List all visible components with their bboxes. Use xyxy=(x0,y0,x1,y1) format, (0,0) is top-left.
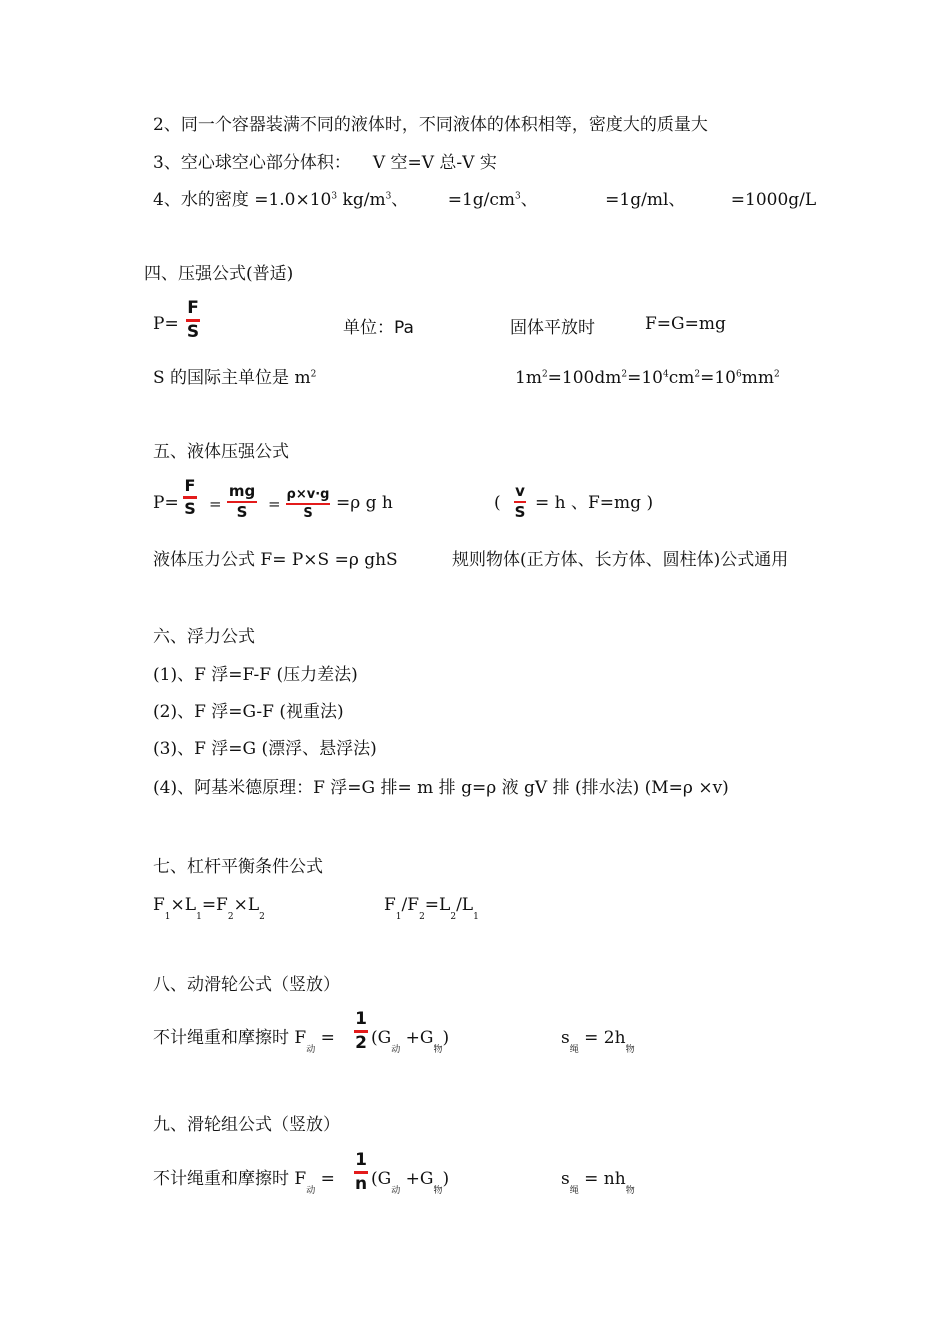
conv-part: =100dm xyxy=(547,368,622,388)
conv-part: mm xyxy=(741,368,774,388)
conv-part: =10 xyxy=(627,368,663,388)
sec7-title: 七、杠杆平衡条件公式 xyxy=(153,857,323,877)
exp: 2 xyxy=(694,369,701,380)
subscript: 物 xyxy=(625,1045,635,1055)
numerator: v xyxy=(515,482,525,500)
numerator: ρ×v·g xyxy=(286,487,330,502)
sec8-formula xyxy=(153,1028,335,1055)
exp: 3 xyxy=(515,191,521,202)
sec4-solid: 固体平放时 xyxy=(510,318,595,338)
term: F xyxy=(384,895,396,915)
buoyancy-item: (1)、F 浮=F-F (压力差法) xyxy=(153,665,358,685)
sec4-p: P= xyxy=(153,314,179,334)
sec5-liquid-force: 液体压力公式 F= P×S =ρ ghS xyxy=(153,550,398,570)
subscript: 1 xyxy=(164,912,171,922)
term: F xyxy=(153,895,165,915)
numerator: mg xyxy=(228,482,256,500)
sec8-distance xyxy=(561,1028,635,1055)
subscript: 2 xyxy=(419,912,425,922)
sec5-rule: 规则物体(正方体、长方体、圆柱体)公式通用 xyxy=(452,550,789,570)
term: s xyxy=(561,1028,570,1048)
subscript: 2 xyxy=(450,912,457,922)
subscript: 1 xyxy=(473,912,479,922)
exp: 2 xyxy=(310,369,317,380)
subscript: 动 xyxy=(306,1045,316,1055)
numerator: F xyxy=(184,476,196,495)
term: ×L xyxy=(233,895,260,915)
buoyancy-item: (4)、阿基米德原理：F 浮=G 排= m 排 g=ρ 液 gV 排 (排水法) (M=ρ ×v) xyxy=(153,778,729,798)
equals: = xyxy=(315,1028,335,1048)
term: ) xyxy=(442,1028,450,1048)
term: /L xyxy=(456,895,474,915)
buoyancy-item: (2)、F 浮=G-F (视重法) xyxy=(153,702,344,722)
numerator: 1 xyxy=(355,1150,367,1170)
term: =F xyxy=(201,895,228,915)
term: /F xyxy=(401,895,420,915)
line-2: 2、同一个容器装满不同的液体时，不同液体的体积相等，密度大的质量大 xyxy=(153,115,708,135)
term: ×L xyxy=(170,895,197,915)
lever-formula-2 xyxy=(384,895,479,922)
exp: 3 xyxy=(385,191,392,202)
sec9-sum xyxy=(371,1169,450,1196)
equals: = xyxy=(209,495,222,513)
exp: 3 xyxy=(331,191,338,202)
sec4-s-unit xyxy=(153,370,316,387)
line-4 xyxy=(153,192,816,209)
sec4-conversion xyxy=(515,370,780,387)
sec5-fraction-3 xyxy=(285,488,331,520)
subscript: 绳 xyxy=(569,1186,579,1196)
exp: 2 xyxy=(541,369,548,380)
subscript: 1 xyxy=(395,912,402,922)
sec9-title: 九、滑轮组公式（竖放） xyxy=(153,1115,340,1135)
line-3 xyxy=(153,155,497,172)
sec9-fraction xyxy=(352,1152,370,1193)
term: +G xyxy=(400,1028,434,1048)
subscript: 2 xyxy=(227,912,234,922)
denominator: S xyxy=(303,506,313,521)
denominator: S xyxy=(236,503,248,521)
sec5-paren-tail: = h 、F=mg ) xyxy=(535,493,654,513)
value-4: =1000g/L xyxy=(730,190,817,210)
sec4-fg: F=G=mg xyxy=(645,314,726,334)
exp: 6 xyxy=(736,369,742,380)
equals: = xyxy=(315,1169,335,1189)
line-3-formula: V 空=V 总-V 实 xyxy=(372,153,497,173)
sec5-fraction-4 xyxy=(511,484,529,520)
term: +G xyxy=(400,1169,434,1189)
buoyancy-item: (3)、F 浮=G (漂浮、悬浮法) xyxy=(153,739,377,759)
sec4-fraction xyxy=(184,300,202,341)
subscript: 物 xyxy=(433,1186,443,1196)
term: (G xyxy=(371,1028,392,1048)
subscript: 1 xyxy=(196,912,202,922)
fraction-bar xyxy=(286,503,330,505)
sec6-title: 六、浮力公式 xyxy=(153,627,255,647)
label: 不计绳重和摩擦时 F xyxy=(153,1028,307,1048)
value-3: =1g/ml、 xyxy=(605,190,686,210)
sec9-distance xyxy=(561,1169,635,1196)
sec4-unit: 单位：Pa xyxy=(343,318,414,338)
sec5-fraction-2 xyxy=(226,484,258,520)
paren-open: ( xyxy=(494,493,501,513)
lever-formula-1 xyxy=(153,895,265,922)
line-3-label: 3、空心球空心部分体积： xyxy=(153,153,351,173)
sec9-formula xyxy=(153,1169,335,1196)
denominator: S xyxy=(514,503,526,521)
sec5-title: 五、液体压强公式 xyxy=(153,442,289,462)
sec5-tail: =ρ g h xyxy=(336,493,393,513)
sec5-fraction-1 xyxy=(181,478,199,517)
exp: 2 xyxy=(774,369,780,380)
numerator: F xyxy=(187,298,199,318)
water-density-label: 4、水的密度 =1.0×10 xyxy=(153,190,332,210)
sep: 、 xyxy=(391,190,409,210)
subscript: 动 xyxy=(391,1186,401,1196)
unit: kg/m xyxy=(337,190,386,210)
exp: 4 xyxy=(663,369,669,380)
sec8-sum xyxy=(371,1028,450,1055)
denominator: n xyxy=(354,1174,368,1194)
term: s xyxy=(561,1169,570,1189)
sec8-title: 八、动滑轮公式（竖放） xyxy=(153,975,340,995)
denominator: S xyxy=(186,322,200,342)
subscript: 2 xyxy=(259,912,265,922)
sec4-title: 四、压强公式(普适) xyxy=(144,264,294,284)
conv-part: cm xyxy=(668,368,695,388)
subscript: 物 xyxy=(625,1186,635,1196)
subscript: 动 xyxy=(391,1045,401,1055)
value-2: =1g/cm xyxy=(447,190,516,210)
term: =L xyxy=(424,895,451,915)
label: 不计绳重和摩擦时 F xyxy=(153,1169,307,1189)
exp: 2 xyxy=(621,369,628,380)
term: = 2h xyxy=(578,1028,626,1048)
term: (G xyxy=(371,1169,392,1189)
subscript: 物 xyxy=(433,1045,443,1055)
denominator: 2 xyxy=(355,1033,367,1053)
subscript: 绳 xyxy=(569,1045,579,1055)
sep: 、 xyxy=(520,190,538,210)
equals: = xyxy=(268,495,281,513)
conv-part: 1m xyxy=(515,368,542,388)
subscript: 动 xyxy=(306,1186,316,1196)
term: ) xyxy=(442,1169,450,1189)
s-unit-label: S 的国际主单位是 m xyxy=(153,368,311,388)
conv-part: =10 xyxy=(700,368,737,388)
sec8-fraction xyxy=(352,1011,370,1052)
numerator: 1 xyxy=(355,1009,367,1029)
sec5-p: P= xyxy=(153,493,179,513)
denominator: S xyxy=(184,499,196,518)
term: = nh xyxy=(578,1169,626,1189)
